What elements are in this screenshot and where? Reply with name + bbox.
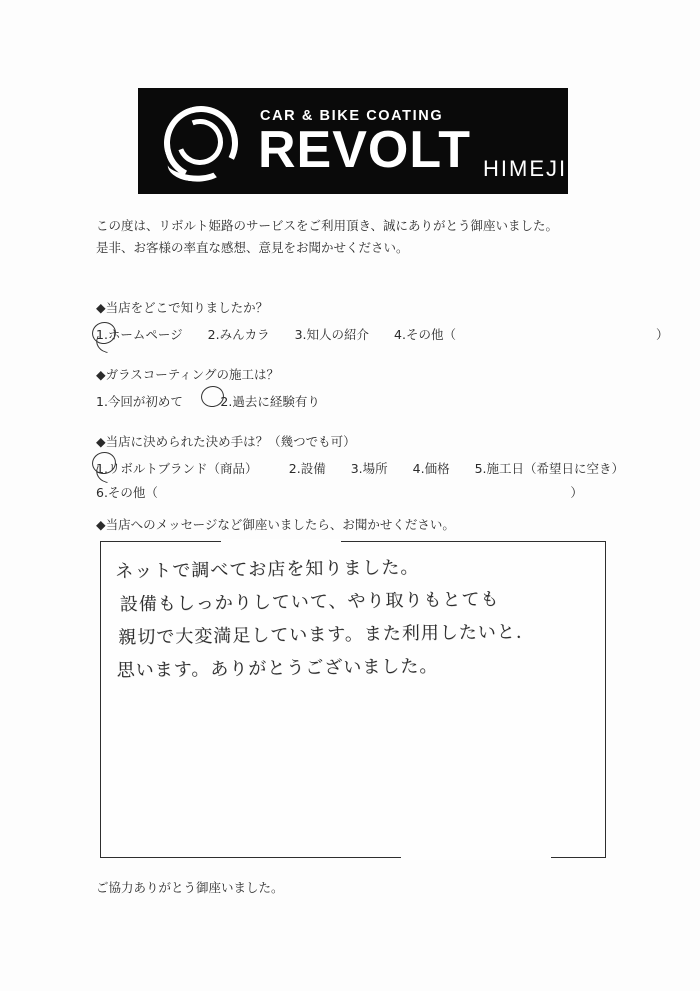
question-4-title: ◆当店へのメッセージなど御座いましたら、お聞かせください。 bbox=[96, 517, 455, 532]
question-2-options[interactable]: 1.今回が初めて 2.過去に経験有り bbox=[96, 394, 320, 409]
logo-location: HIMEJI bbox=[483, 156, 568, 181]
comment-line-3: 親切で大変満足しています。また利用したいと. bbox=[118, 621, 523, 649]
question-2 bbox=[96, 365, 320, 410]
revolt-logo-banner bbox=[138, 88, 568, 194]
question-1 bbox=[96, 298, 668, 343]
question-1-options[interactable]: 1.ホームページ 2.みんカラ 3.知人の紹介 4.その他（ ） bbox=[96, 327, 669, 342]
question-4 bbox=[96, 515, 455, 533]
question-3-options[interactable]: 1.リボルトブランド（商品） 2.設備 3.場所 4.価格 5.施工日（希望日に空き） bbox=[96, 461, 625, 476]
comment-line-4: 思います。ありがとうございました。 bbox=[116, 655, 439, 682]
question-3-options-continued[interactable]: 6.その他（ ） bbox=[96, 485, 583, 500]
logo-wordmark: REVOLT bbox=[258, 121, 472, 179]
question-2-title: ◆ガラスコーティングの施工は？ bbox=[96, 367, 279, 382]
comment-line-1: ネットで調べてお店を知りました。 bbox=[115, 557, 420, 583]
comment-line-2: 設備もしっかりしていて、やり取りもとても bbox=[119, 588, 500, 616]
question-1-title: ◆当店をどこで知りましたか？ bbox=[96, 300, 269, 315]
question-3-title: ◆当店に決められた決め手は？（幾つでも可） bbox=[96, 434, 356, 449]
intro-line-1: この度は、リボルト姫路のサービスをご利用頂き、誠にありがとう御座いました。 bbox=[96, 218, 559, 233]
question-3 bbox=[96, 432, 624, 501]
intro-paragraph bbox=[96, 215, 616, 259]
closing-note: ご協力ありがとう御座いました。 bbox=[96, 880, 284, 895]
handwritten-comment bbox=[115, 549, 587, 688]
revolt-swirl-icon bbox=[160, 104, 238, 178]
logo-tagline: CAR & BIKE COATING bbox=[260, 108, 444, 124]
intro-line-2: 是非、お客様の率直な感想、意見をお聞かせください。 bbox=[96, 240, 409, 255]
